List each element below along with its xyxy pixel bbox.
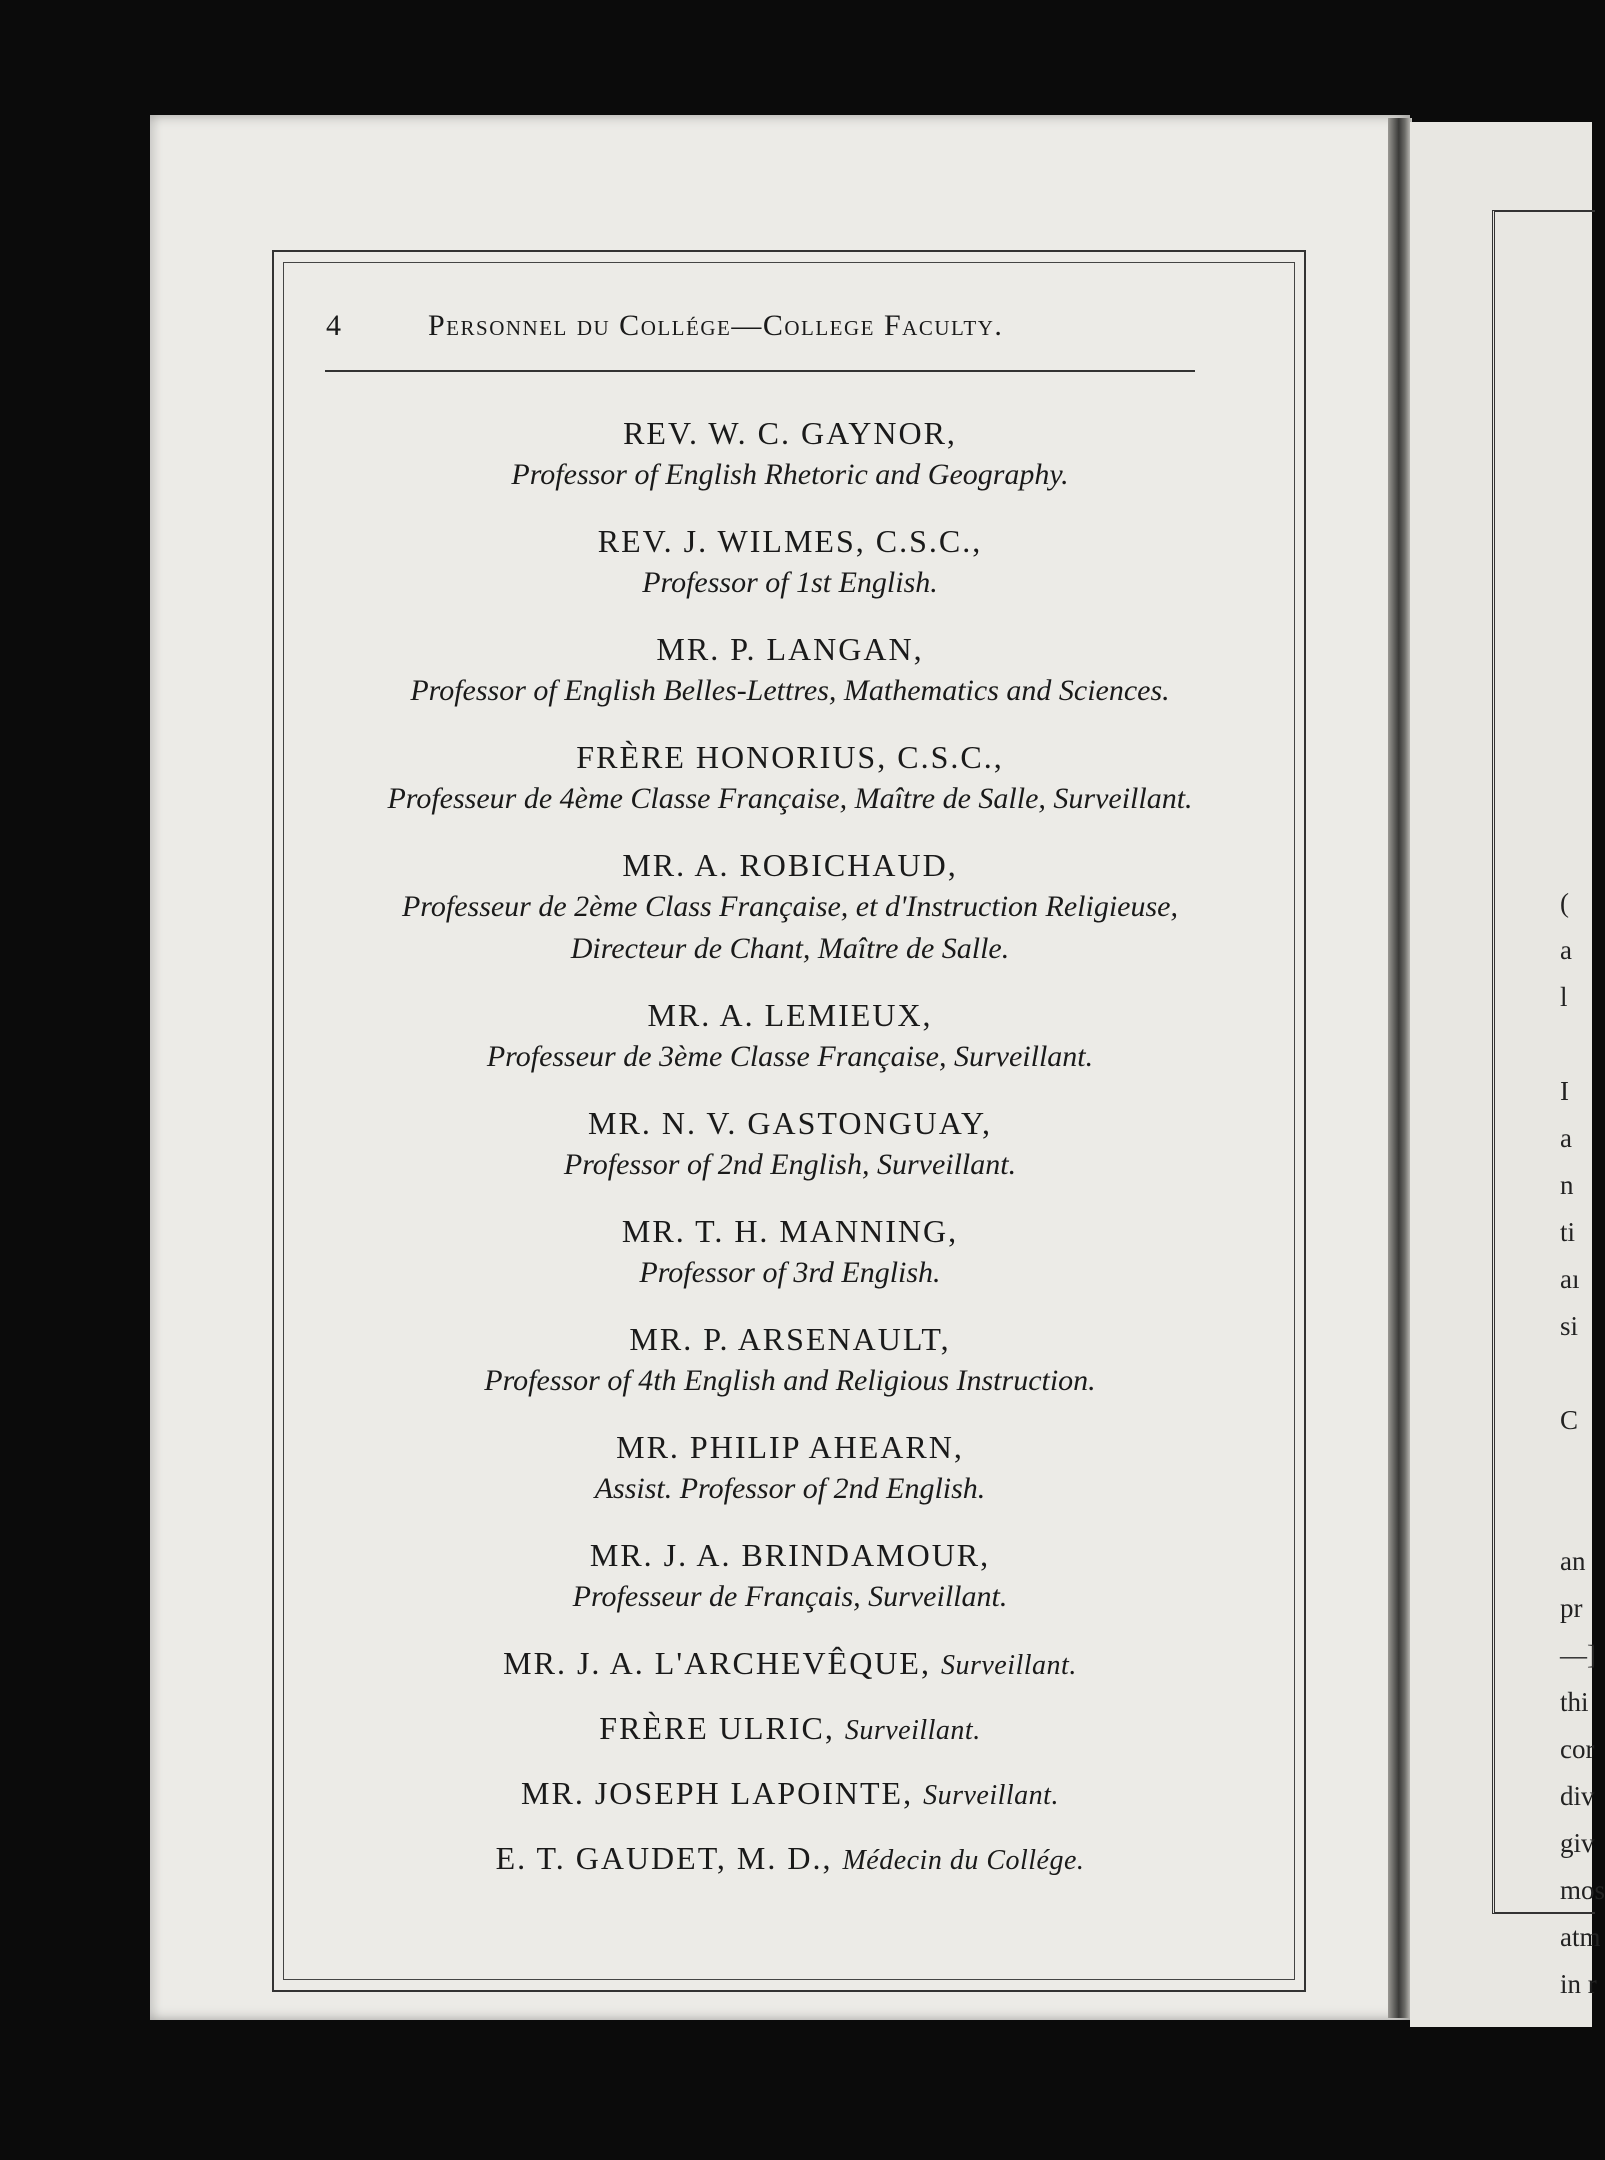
facing-page-fragment: ( <box>1560 888 1569 918</box>
facing-page-fragment <box>1560 1491 1592 1538</box>
faculty-roster <box>290 412 1290 1902</box>
faculty-entry <box>290 844 1290 970</box>
faculty-name: MR. N. V. GASTONGUAY, <box>588 1105 992 1141</box>
faculty-name: MR. P. LANGAN, <box>656 631 924 667</box>
page-number: 4 <box>326 309 341 342</box>
faculty-entry-inline <box>290 1837 1290 1882</box>
faculty-role: Professor of 3rd English. <box>639 1256 941 1289</box>
facing-page-fragment: a <box>1560 935 1572 965</box>
faculty-entry-inline <box>290 1642 1290 1687</box>
facing-page-fragment: in r <box>1560 1969 1597 1999</box>
faculty-name: FRÈRE HONORIUS, C.S.C., <box>576 739 1004 775</box>
facing-page-fragment: aı <box>1560 1264 1580 1294</box>
facing-page-fragment <box>1560 1444 1592 1491</box>
facing-page-text-fragments <box>1560 880 1605 2008</box>
facing-page-fragment: div <box>1560 1781 1595 1811</box>
faculty-name: MR. P. ARSENAULT, <box>629 1321 951 1357</box>
facing-page-fragment: an <box>1560 1546 1586 1576</box>
faculty-name: MR. PHILIP AHEARN, <box>616 1429 964 1465</box>
faculty-role: Professeur de 4ème Classe Française, Maître de Salle, Surveillant. <box>387 782 1193 815</box>
facing-page-fragment: pr <box>1560 1593 1583 1623</box>
facing-page-fragment: l <box>1560 982 1568 1012</box>
page-header <box>318 295 1258 355</box>
running-head: Personnel du Collége—College Faculty. <box>428 309 1004 342</box>
facing-page-fragment: mos <box>1560 1875 1605 1905</box>
faculty-entry <box>290 1102 1290 1186</box>
faculty-entry <box>290 520 1290 604</box>
faculty-role: Professeur de 2ème Class Française, et d'Instruction Religieuse, <box>401 890 1178 923</box>
faculty-role: Surveillant. <box>923 1780 1059 1811</box>
faculty-role: Professor of English Belles-Lettres, Mathematics and Sciences. <box>410 674 1170 707</box>
faculty-entry <box>290 1210 1290 1294</box>
faculty-entry <box>290 736 1290 820</box>
faculty-entry <box>290 1318 1290 1402</box>
faculty-entry <box>290 1426 1290 1510</box>
faculty-name: MR. A. LEMIEUX, <box>647 997 933 1033</box>
faculty-role: Professor of English Rhetoric and Geography. <box>511 458 1069 491</box>
facing-page-fragment: cor <box>1560 1734 1595 1764</box>
faculty-name: REV. W. C. GAYNOR, <box>623 415 957 451</box>
faculty-name: REV. J. WILMES, C.S.C., <box>597 523 983 559</box>
faculty-name: MR. T. H. MANNING, <box>621 1213 959 1249</box>
faculty-entry <box>290 412 1290 496</box>
faculty-role: Professor of 4th English and Religious Instruction. <box>484 1364 1096 1397</box>
faculty-entry <box>290 1534 1290 1618</box>
facing-page-fragment: thi <box>1560 1687 1589 1717</box>
faculty-role: Médecin du Collége. <box>842 1845 1085 1876</box>
faculty-role: Professor of 1st English. <box>642 566 938 599</box>
faculty-role: Professeur de 3ème Classe Française, Surveillant. <box>486 1040 1094 1073</box>
faculty-role: Assist. Professor of 2nd English. <box>594 1472 986 1505</box>
facing-page-fragment: a <box>1560 1123 1572 1153</box>
faculty-name: MR. J. A. L'ARCHEVÊQUE, <box>503 1645 941 1681</box>
facing-page-fragment: —] <box>1560 1640 1596 1670</box>
faculty-role: Surveillant. <box>844 1715 981 1746</box>
facing-page-fragment: giv <box>1560 1828 1595 1858</box>
facing-page-fragment: I <box>1560 1076 1569 1106</box>
faculty-role: Surveillant. <box>940 1650 1077 1681</box>
faculty-name: MR. A. ROBICHAUD, <box>622 847 958 883</box>
faculty-entry <box>290 994 1290 1078</box>
facing-page-fragment: atm <box>1560 1922 1601 1952</box>
faculty-entry-inline <box>290 1772 1290 1817</box>
faculty-role: Professor of 2nd English, Surveillant. <box>563 1148 1017 1181</box>
book-gutter <box>1388 118 1412 2018</box>
faculty-entry-inline <box>290 1707 1290 1752</box>
faculty-role: Directeur de Chant, Maître de Salle. <box>570 932 1010 965</box>
facing-page-fragment <box>1560 1021 1592 1068</box>
faculty-entry <box>290 628 1290 712</box>
facing-page-fragment: si <box>1560 1311 1579 1341</box>
faculty-name: MR. J. A. BRINDAMOUR, <box>589 1537 991 1573</box>
facing-page-fragment <box>1560 1350 1592 1397</box>
facing-page-fragment: n <box>1560 1170 1574 1200</box>
header-rule <box>325 370 1195 372</box>
faculty-name: MR. JOSEPH LAPOINTE, <box>521 1775 924 1811</box>
facing-page-fragment: C <box>1560 1405 1579 1435</box>
faculty-name: FRÈRE ULRIC, <box>599 1710 845 1746</box>
facing-page-fragment: ti <box>1560 1217 1576 1247</box>
faculty-name: E. T. GAUDET, M. D., <box>495 1840 843 1876</box>
faculty-role: Professeur de Français, Surveillant. <box>572 1580 1008 1613</box>
